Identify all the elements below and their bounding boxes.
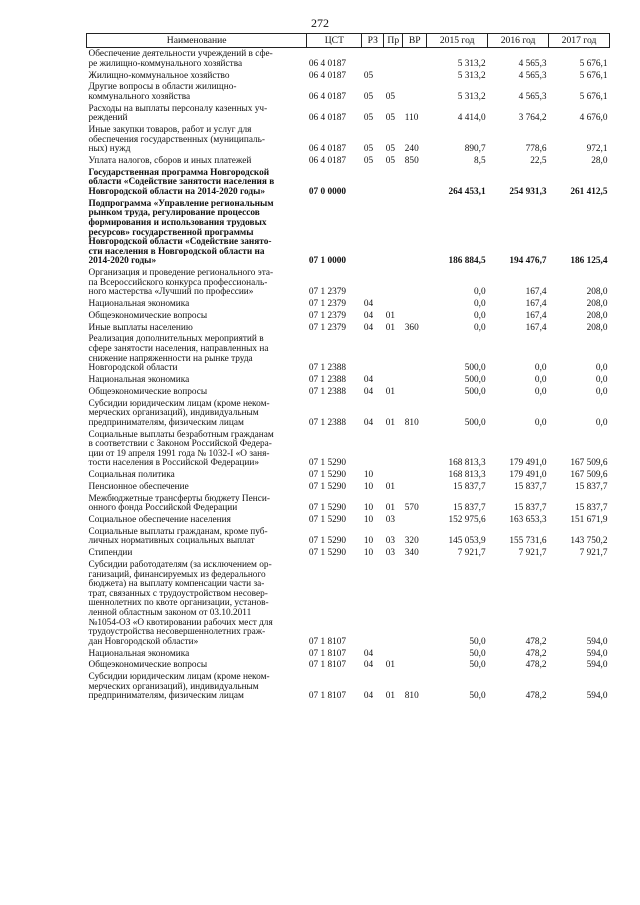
cell-y2015: 5 313,2 — [457, 91, 486, 102]
cell-rz: 04 — [363, 691, 374, 702]
cell-pr: 01 — [385, 481, 396, 492]
cell-y2015: 15 837,7 — [453, 503, 486, 514]
cell-vr — [403, 298, 427, 310]
cell-y2015: 145 053,9 — [448, 536, 486, 547]
table-row — [87, 481, 610, 493]
cell-y2015: 15 837,7 — [453, 481, 486, 492]
cell-y2016: 15 837,7 — [514, 503, 547, 514]
cell-rz: 04 — [363, 322, 374, 333]
cell-vr — [403, 267, 427, 298]
table-row — [87, 198, 610, 267]
cell-y2016: 3 764,2 — [518, 113, 547, 124]
cell-rz: 04 — [363, 299, 374, 310]
cell-y2015: 0,0 — [474, 287, 486, 298]
cell-cst: 07 1 2388 — [308, 375, 347, 386]
cell-y2016: 155 731,6 — [509, 536, 547, 547]
cell-y2017: 28,0 — [591, 156, 608, 167]
cell-name: Субсидии юридическим лицам (кроме неком- мерческих организаций), индивидуальным предпринимателям, физическим лицам — [88, 398, 270, 428]
table-row — [87, 671, 610, 702]
cell-name: Национальная экономика — [88, 299, 190, 310]
cell-rz — [362, 267, 384, 298]
table-row — [87, 298, 610, 310]
cell-y2016: 7 921,7 — [518, 548, 547, 559]
cell-y2015: 5 313,2 — [457, 70, 486, 81]
cell-cst: 07 1 8107 — [308, 648, 347, 659]
cell-y2015: 50,0 — [469, 660, 486, 671]
cell-name: Иные выплаты населению — [88, 322, 193, 333]
cell-y2016: 167,4 — [525, 299, 547, 310]
cell-pr: 01 — [385, 322, 396, 333]
cell-name: Реализация дополнительных мероприятий в сфере занятости населения, направленных на снижение напряженности на рынке труда Новгородской области — [88, 334, 269, 374]
cell-y2016: 478,2 — [525, 636, 547, 647]
cell-vr: 570 — [404, 503, 419, 514]
budget-table — [86, 33, 610, 702]
cell-y2015: 0,0 — [474, 322, 486, 333]
cell-cst: 07 1 5290 — [308, 470, 347, 481]
cell-rz: 10 — [363, 470, 374, 481]
cell-y2016: 0,0 — [534, 375, 547, 386]
cell-vr — [403, 386, 427, 398]
table-row — [87, 397, 610, 428]
cell-vr — [403, 310, 427, 322]
cell-pr — [384, 559, 403, 648]
cell-pr — [384, 167, 403, 198]
cell-cst: 06 4 0187 — [308, 156, 347, 167]
cell-y2017: 7 921,7 — [579, 548, 608, 559]
cell-y2016: 22,5 — [530, 156, 547, 167]
cell-rz: 04 — [363, 310, 374, 321]
cell-vr — [403, 659, 427, 671]
cell-rz: 05 — [363, 156, 374, 167]
cell-cst: 07 1 5290 — [308, 536, 347, 547]
table-row — [87, 267, 610, 298]
cell-name: Стипендии — [88, 548, 133, 559]
cell-name: Национальная экономика — [88, 648, 190, 659]
cell-y2016: 478,2 — [525, 648, 547, 659]
cell-name: Расходы на выплаты персоналу казенных уч- реждений — [88, 103, 268, 124]
table-row — [87, 559, 610, 648]
cell-y2016: 167,4 — [525, 322, 547, 333]
header-rz: РЗ — [362, 34, 384, 48]
cell-y2017: 5 676,1 — [579, 91, 608, 102]
cell-vr — [403, 428, 427, 469]
cell-y2015: 500,0 — [464, 417, 486, 428]
cell-y2017: 15 837,7 — [574, 481, 608, 492]
cell-y2015: 186 884,5 — [448, 256, 486, 267]
cell-y2016: 254 931,3 — [509, 187, 547, 198]
cell-name: Подпрограмма «Управление региональным рынком труда, регулирование процессов формирования и использования трудовых ресурсов» государственной программы Новгородской области «Содействие занято- сти населения в Новгородской области на 2014-2020 годы» — [88, 198, 274, 267]
cell-rz — [362, 559, 384, 648]
cell-vr — [403, 333, 427, 374]
cell-vr: 240 — [404, 144, 419, 155]
table-row — [87, 514, 610, 526]
cell-y2015: 168 813,3 — [448, 470, 486, 481]
cell-name: Социальная политика — [88, 470, 175, 481]
table-row — [87, 547, 610, 559]
cell-cst: 07 1 8107 — [308, 691, 347, 702]
cell-y2015: 50,0 — [469, 636, 486, 647]
cell-y2017: 143 750,2 — [570, 536, 608, 547]
cell-rz — [362, 333, 384, 374]
header-cst: ЦСТ — [307, 34, 362, 48]
table-row — [87, 526, 610, 547]
cell-y2017: 208,0 — [586, 287, 608, 298]
cell-rz: 04 — [363, 660, 374, 671]
cell-cst: 07 1 2379 — [308, 310, 347, 321]
cell-y2015: 500,0 — [464, 375, 486, 386]
header-2016: 2016 год — [488, 34, 549, 48]
cell-cst: 07 1 2388 — [308, 417, 347, 428]
cell-pr — [384, 428, 403, 469]
cell-name: Социальное обеспечение населения — [88, 515, 231, 526]
cell-vr: 340 — [404, 548, 419, 559]
header-vr: ВР — [403, 34, 427, 48]
cell-name: Обеспечение деятельности учреждений в сфе- ре жилищно-коммунального хозяйства — [88, 49, 273, 69]
cell-y2017: 208,0 — [586, 322, 608, 333]
cell-cst: 07 1 5290 — [308, 515, 347, 526]
cell-rz: 10 — [363, 548, 374, 559]
cell-name: Иные закупки товаров, работ и услуг для обеспечения государственных (муниципаль- ных) нужд — [88, 125, 266, 155]
cell-vr — [403, 198, 427, 267]
table-row — [87, 124, 610, 155]
cell-vr: 810 — [404, 417, 419, 428]
table-row — [87, 647, 610, 659]
cell-y2017: 594,0 — [586, 636, 608, 647]
cell-pr — [384, 647, 403, 659]
cell-pr: 03 — [385, 548, 396, 559]
cell-vr — [403, 167, 427, 198]
cell-rz — [362, 48, 384, 70]
cell-rz: 10 — [363, 481, 374, 492]
cell-name: Пенсионное обеспечение — [88, 481, 189, 492]
cell-name: Общеэкономические вопросы — [88, 660, 208, 671]
cell-pr: 03 — [385, 515, 396, 526]
cell-name: Субсидии работодателям (за исключением ор- ганизаций, финансируемых из федерального бюджета) на выплату компенсации части за- трат, связанных с трудоустройством несовер- шеннолетних по квоте организации, установ- ленной областным законом от 03.10.2011 №1054-ОЗ «О квотировании рабочих мест для трудоустройства несовершеннолетних граж- дан Новгородской области» — [88, 560, 273, 647]
cell-y2017: 167 509,6 — [570, 458, 608, 469]
cell-name: Общеэкономические вопросы — [88, 310, 208, 321]
cell-y2016: 179 491,0 — [509, 458, 547, 469]
cell-cst: 07 1 8107 — [308, 636, 347, 647]
cell-vr: 320 — [404, 536, 419, 547]
table-row — [87, 386, 610, 398]
cell-name: Социальные выплаты безработным гражданам в соответствии с Законом Российской Федера- ции от 19 апреля 1991 года № 1032-I «О заня- тости населения в Российской Федерации» — [88, 429, 274, 469]
header-2017: 2017 год — [549, 34, 610, 48]
cell-y2015: 50,0 — [469, 648, 486, 659]
cell-y2015: 264 453,1 — [448, 187, 486, 198]
cell-y2015: 0,0 — [474, 310, 486, 321]
cell-y2016: 4 565,3 — [518, 70, 547, 81]
cell-y2017: 5 676,1 — [579, 70, 608, 81]
cell-cst: 07 1 2388 — [308, 386, 347, 397]
cell-name: Субсидии юридическим лицам (кроме неком- мерческих организаций), индивидуальным предпринимателям, физическим лицам — [88, 672, 270, 702]
cell-y2016: 194 476,7 — [509, 256, 547, 267]
header-2015: 2015 год — [427, 34, 488, 48]
cell-y2017: 0,0 — [595, 417, 608, 428]
cell-vr — [403, 69, 427, 81]
cell-vr — [403, 48, 427, 70]
cell-y2015: 4 414,0 — [457, 113, 486, 124]
cell-y2015: 890,7 — [464, 144, 486, 155]
cell-cst: 07 1 2379 — [308, 299, 347, 310]
table-row — [87, 69, 610, 81]
cell-y2017: 594,0 — [586, 691, 608, 702]
cell-cst: 07 1 2379 — [308, 322, 347, 333]
cell-vr — [403, 514, 427, 526]
table-row — [87, 659, 610, 671]
cell-name: Государственная программа Новгородской области «Содействие занятости населения в Новгородской области на 2014-2020 годы» — [88, 167, 275, 198]
cell-y2017: 208,0 — [586, 299, 608, 310]
table-row — [87, 374, 610, 386]
cell-cst: 06 4 0187 — [308, 70, 347, 81]
cell-cst: 07 1 5290 — [308, 458, 347, 469]
page-number: 272 — [311, 16, 329, 30]
cell-y2015: 5 313,2 — [457, 58, 486, 69]
table-row — [87, 81, 610, 102]
cell-pr: 05 — [385, 156, 396, 167]
header-name: Наименование — [87, 34, 307, 48]
cell-y2017: 0,0 — [595, 386, 608, 397]
cell-cst: 07 1 8107 — [308, 660, 347, 671]
cell-rz — [362, 428, 384, 469]
cell-vr — [403, 469, 427, 481]
cell-y2015: 50,0 — [469, 691, 486, 702]
cell-vr — [403, 374, 427, 386]
cell-y2016: 0,0 — [534, 417, 547, 428]
cell-vr: 850 — [404, 156, 419, 167]
cell-name: Уплата налогов, сборов и иных платежей — [88, 156, 252, 167]
cell-rz: 04 — [363, 648, 374, 659]
cell-rz: 04 — [363, 386, 374, 397]
cell-name: Национальная экономика — [88, 375, 190, 386]
cell-y2016: 163 653,3 — [509, 515, 547, 526]
cell-y2017: 0,0 — [595, 363, 608, 374]
table-body — [87, 48, 610, 702]
cell-pr: 01 — [385, 691, 396, 702]
cell-pr — [384, 48, 403, 70]
cell-y2016: 478,2 — [525, 660, 547, 671]
cell-y2015: 152 975,6 — [448, 515, 486, 526]
cell-rz: 05 — [363, 70, 374, 81]
cell-y2017: 594,0 — [586, 660, 608, 671]
cell-vr: 360 — [404, 322, 419, 333]
cell-pr — [384, 469, 403, 481]
cell-y2016: 15 837,7 — [514, 481, 547, 492]
cell-name: Жилищно-коммунальное хозяйство — [88, 70, 230, 81]
cell-y2017: 167 509,6 — [570, 470, 608, 481]
cell-rz — [362, 167, 384, 198]
table-row — [87, 310, 610, 322]
cell-y2016: 478,2 — [525, 691, 547, 702]
cell-cst: 06 4 0187 — [308, 113, 347, 124]
cell-name: Организация и проведение регионального эта- па Всероссийского конкурса профессиональ- ного мастерства «Лучший по профессии» — [88, 268, 274, 298]
cell-pr: 01 — [385, 386, 396, 397]
cell-y2017: 0,0 — [595, 375, 608, 386]
cell-cst: 07 1 5290 — [308, 548, 347, 559]
table-row — [87, 103, 610, 124]
cell-y2015: 0,0 — [474, 299, 486, 310]
cell-y2015: 8,5 — [474, 156, 486, 167]
cell-y2017: 5 676,1 — [579, 58, 608, 69]
cell-rz: 05 — [363, 91, 374, 102]
header-pr: Пр — [384, 34, 403, 48]
cell-pr — [384, 198, 403, 267]
cell-y2015: 500,0 — [464, 363, 486, 374]
table-row — [87, 428, 610, 469]
cell-pr: 05 — [385, 113, 396, 124]
cell-pr: 03 — [385, 536, 396, 547]
cell-cst: 06 4 0187 — [308, 91, 347, 102]
cell-cst: 07 1 2388 — [308, 363, 347, 374]
cell-pr: 01 — [385, 660, 396, 671]
cell-pr: 01 — [385, 503, 396, 514]
cell-cst: 06 4 0187 — [308, 144, 347, 155]
cell-rz: 04 — [363, 417, 374, 428]
table-row — [87, 469, 610, 481]
cell-rz: 04 — [363, 375, 374, 386]
cell-rz: 10 — [363, 503, 374, 514]
cell-pr: 05 — [385, 91, 396, 102]
cell-y2017: 15 837,7 — [574, 503, 608, 514]
cell-vr — [403, 647, 427, 659]
table-row — [87, 155, 610, 167]
cell-vr: 810 — [404, 691, 419, 702]
cell-y2015: 500,0 — [464, 386, 486, 397]
cell-name: Другие вопросы в области жилищно- коммунального хозяйства — [88, 82, 237, 102]
cell-y2017: 208,0 — [586, 310, 608, 321]
cell-cst: 07 1 5290 — [308, 481, 347, 492]
cell-rz: 10 — [363, 515, 374, 526]
cell-cst: 07 1 0000 — [308, 256, 347, 267]
cell-rz: 05 — [363, 144, 374, 155]
cell-pr — [384, 298, 403, 310]
cell-pr — [384, 267, 403, 298]
table-row — [87, 167, 610, 198]
cell-rz: 10 — [363, 536, 374, 547]
cell-y2016: 167,4 — [525, 287, 547, 298]
table-row — [87, 493, 610, 514]
cell-rz: 05 — [363, 113, 374, 124]
cell-pr — [384, 374, 403, 386]
table-row — [87, 48, 610, 70]
cell-pr: 01 — [385, 417, 396, 428]
cell-y2016: 4 565,3 — [518, 58, 547, 69]
cell-vr — [403, 81, 427, 102]
cell-y2017: 186 125,4 — [570, 256, 608, 267]
cell-y2017: 261 412,5 — [570, 187, 608, 198]
cell-rz — [362, 198, 384, 267]
cell-y2015: 7 921,7 — [457, 548, 486, 559]
cell-cst: 07 1 2379 — [308, 287, 347, 298]
cell-pr: 01 — [385, 310, 396, 321]
cell-y2016: 167,4 — [525, 310, 547, 321]
cell-vr — [403, 559, 427, 648]
table-row — [87, 333, 610, 374]
cell-y2016: 0,0 — [534, 386, 547, 397]
cell-y2016: 0,0 — [534, 363, 547, 374]
cell-y2017: 151 671,9 — [570, 515, 608, 526]
cell-vr — [403, 481, 427, 493]
table-row — [87, 322, 610, 334]
cell-y2017: 972,1 — [586, 144, 608, 155]
cell-pr — [384, 333, 403, 374]
cell-cst: 06 4 0187 — [308, 58, 347, 69]
cell-y2017: 594,0 — [586, 648, 608, 659]
table-header-row — [87, 34, 610, 48]
cell-name: Социальные выплаты гражданам, кроме пуб- личных нормативных социальных выплат — [88, 526, 268, 547]
cell-pr — [384, 69, 403, 81]
cell-vr: 110 — [404, 113, 419, 124]
cell-y2015: 168 813,3 — [448, 458, 486, 469]
cell-name: Межбюджетные трансферты бюджету Пенси- онного фонда Российской Федерации — [88, 493, 270, 514]
cell-y2016: 778,6 — [525, 144, 547, 155]
cell-y2017: 4 676,0 — [579, 113, 608, 124]
cell-y2016: 4 565,3 — [518, 91, 547, 102]
cell-cst: 07 0 0000 — [308, 187, 347, 198]
cell-y2016: 179 491,0 — [509, 470, 547, 481]
cell-name: Общеэкономические вопросы — [88, 386, 208, 397]
cell-pr: 05 — [385, 144, 396, 155]
cell-cst: 07 1 5290 — [308, 503, 347, 514]
